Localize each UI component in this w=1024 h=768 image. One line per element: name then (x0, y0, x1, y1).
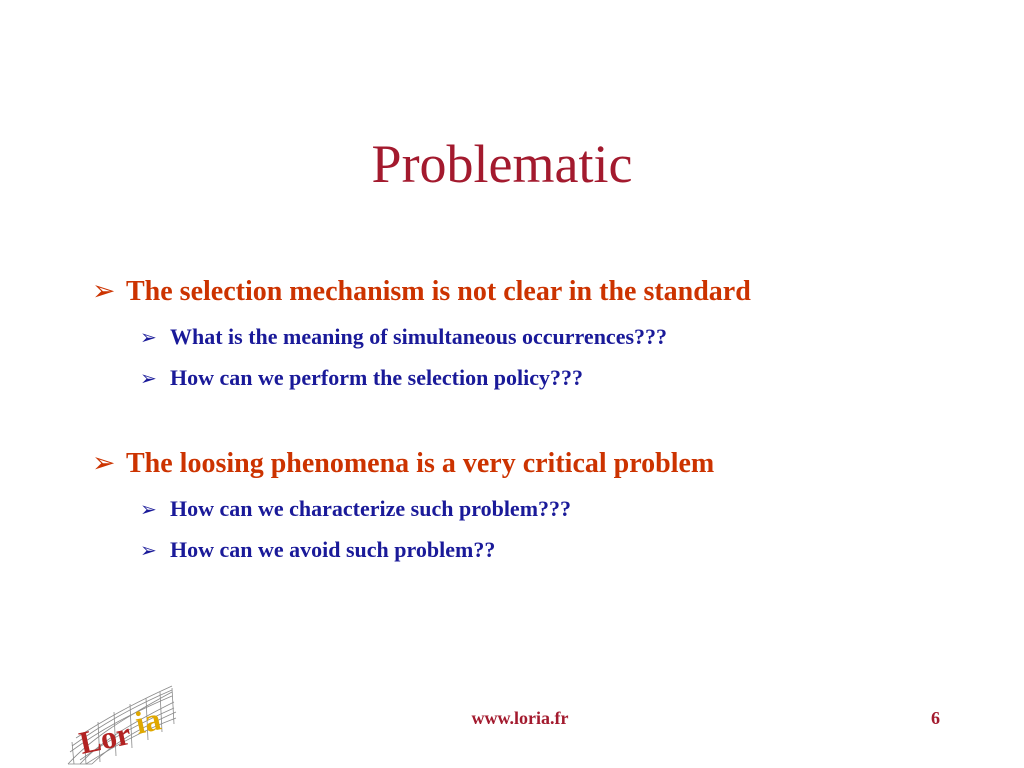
slide-title: Problematic (371, 134, 633, 194)
arrow-bullet-icon: ➢ (92, 448, 116, 479)
arrow-bullet-icon: ➢ (92, 276, 116, 307)
footer-url[interactable]: www.loria.fr (471, 708, 569, 728)
arrow-bullet-icon: ➢ (140, 368, 157, 390)
arrow-bullet-icon: ➢ (140, 540, 157, 562)
sub-bullet-text: How can we perform the selection policy??? (170, 365, 584, 390)
sub-bullet-item (140, 494, 571, 525)
arrow-bullet-icon: ➢ (140, 327, 157, 349)
bullet-text: The selection mechanism is not clear in the standard (126, 276, 751, 307)
bullet-item (92, 446, 714, 482)
svg-text:Lor: Lor (75, 714, 134, 761)
sub-bullet-text: How can we characterize such problem??? (170, 496, 572, 521)
svg-text:ia: ia (131, 700, 164, 741)
bullet-item (92, 274, 751, 310)
sub-bullet-item (140, 535, 495, 566)
page-number: 6 (931, 708, 940, 728)
loria-logo (60, 680, 180, 766)
arrow-bullet-icon: ➢ (140, 499, 157, 521)
sub-bullet-item (140, 363, 583, 394)
sub-bullet-text: How can we avoid such problem?? (170, 537, 496, 562)
sub-bullet-item (140, 322, 667, 353)
sub-bullet-text: What is the meaning of simultaneous occurrences??? (170, 324, 668, 349)
bullet-text: The loosing phenomena is a very critical problem (126, 448, 715, 479)
